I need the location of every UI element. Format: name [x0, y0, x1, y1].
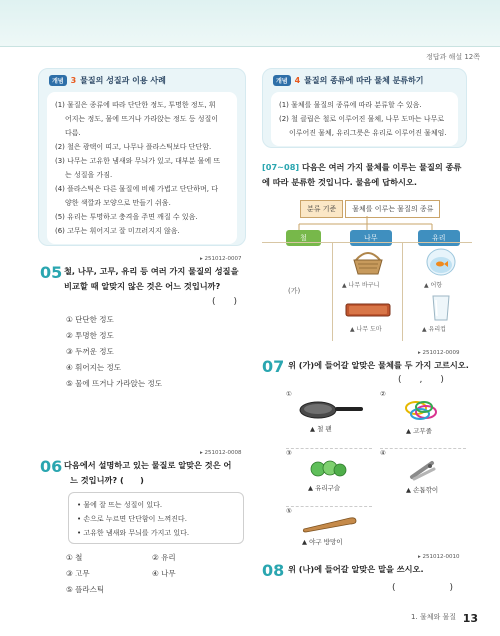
- caption: ▲ 나무 바구니: [342, 282, 380, 289]
- description-box: [68, 492, 244, 544]
- concept-item: (2) 철은 광택이 띠고, 나무나 플라스틱보다 단단함.: [55, 143, 212, 151]
- choice-item[interactable]: ③ 고무: [66, 569, 90, 578]
- question-number: 07: [262, 357, 285, 376]
- concept-item: (6) 고무는 휘어지고 잘 미끄러지지 않음.: [55, 227, 180, 235]
- concept-item: (1) 물체를 물질의 종류에 따라 분류할 수 있음.: [279, 101, 422, 109]
- group-intro-line-1: [262, 160, 472, 175]
- page-number: 13: [462, 612, 478, 625]
- concept-item: 는 성질을 가짐.: [65, 171, 113, 179]
- description-item: • 물에 잘 뜨는 성질이 있다.: [77, 501, 163, 509]
- group-text: 다음은 여러 가지 물체를 이루는 물질의 종류: [302, 162, 462, 172]
- option-number: ⑤: [286, 507, 292, 515]
- answer-blank[interactable]: ( ): [212, 297, 238, 307]
- question-number: 08: [262, 561, 285, 580]
- group-text-line-2: 에 따라 분류한 것입니다. 물음에 답하시오.: [262, 177, 417, 187]
- question-code: ▸ 251012-0010: [418, 554, 460, 560]
- option-card-3[interactable]: [286, 448, 372, 500]
- concept-badge: 개념: [273, 75, 291, 86]
- concept-4-header: [263, 69, 466, 92]
- concept-item: 양한 색깔과 모양으로 만들기 쉬움.: [65, 199, 171, 207]
- header-rule: [0, 46, 500, 47]
- classification-key-value: 물체를 이루는 물질의 종류: [345, 200, 440, 218]
- choice-item[interactable]: ④ 나무: [152, 569, 176, 578]
- header-band: [0, 0, 500, 46]
- choice-item[interactable]: ⑤ 플라스틱: [66, 585, 105, 594]
- description-item: • 손으로 누르면 단단함이 느껴진다.: [77, 515, 187, 523]
- classification-key-label: 분류 기준: [300, 200, 343, 218]
- concept-item: 어지는 정도, 물에 뜨거나 가라앉는 정도 등 성질이: [65, 115, 219, 123]
- option-number: ④: [380, 449, 386, 457]
- choice-item[interactable]: ⑤ 물에 뜨거나 가라앉는 정도: [66, 379, 162, 388]
- question-line: 철, 나무, 고무, 유리 등 여러 가지 물질의 성질을: [64, 266, 239, 276]
- concept-item: (5) 유리는 투명하고 충격을 주면 깨질 수 있음.: [55, 213, 198, 221]
- question-text: [64, 264, 254, 294]
- concept-item: 다름.: [65, 129, 81, 137]
- question-line: 비교할 때 알맞지 않은 것은 어느 것입니까?: [64, 281, 221, 291]
- option-caption: ▲ 철 팬: [310, 425, 332, 433]
- concept-item: (3) 나무는 고유한 냄새와 무늬가 있고, 대부분 물에 뜨: [55, 157, 221, 165]
- concept-3-list: [47, 92, 237, 244]
- concept-number: 3: [70, 76, 77, 85]
- option-card-5[interactable]: [286, 506, 372, 556]
- basket-icon: [350, 248, 386, 276]
- choice-item[interactable]: ② 유리: [152, 553, 176, 562]
- question-text: [64, 458, 254, 488]
- column-glass: 유리: [418, 230, 460, 246]
- concept-3-box: [38, 68, 246, 246]
- rubber-bands-icon: [402, 398, 442, 422]
- nail-clipper-icon: [408, 457, 438, 481]
- option-number: ①: [286, 390, 292, 398]
- fishbowl-icon: [424, 246, 458, 276]
- option-caption: ▲ 손톱깎이: [406, 486, 439, 494]
- cutting-board-icon: [345, 302, 391, 318]
- question-line: 다음에서 설명하고 있는 물질로 알맞은 것은 어: [64, 460, 232, 470]
- concept-badge: 개념: [49, 75, 67, 86]
- option-card-1[interactable]: [286, 390, 372, 442]
- concept-title: 물질의 성질과 이용 사례: [80, 76, 166, 85]
- question-text: 위 (나)에 들어갈 알맞은 말을 쓰시오.: [288, 564, 424, 574]
- concept-item: (1) 물질은 종류에 따라 단단한 정도, 투명한 정도, 휘: [55, 101, 216, 109]
- baseball-bat-icon: [300, 515, 360, 533]
- choice-item[interactable]: ② 투명한 정도: [66, 331, 114, 340]
- concept-3-header: [39, 69, 245, 92]
- question-line: 느 것입니까? ( ): [70, 475, 144, 485]
- glass-cup-icon: [431, 294, 451, 322]
- column-wood: 나무: [350, 230, 392, 246]
- choice-item[interactable]: ③ 두꺼운 정도: [66, 347, 114, 356]
- concept-number: 4: [294, 76, 301, 85]
- column-divider: [332, 243, 333, 341]
- concept-item: 이루어진 물체, 유리그릇은 유리로 이루어진 물체임.: [289, 129, 447, 137]
- option-number: ③: [286, 449, 292, 457]
- concept-title: 물질의 종류에 따라 물체 분류하기: [304, 76, 424, 85]
- choice-list: [66, 312, 162, 392]
- column-divider: [402, 243, 403, 341]
- group-range: [07~08]: [262, 162, 300, 172]
- choice-item[interactable]: ① 단단한 정도: [66, 315, 114, 324]
- chapter-label: 1. 물체와 물질: [411, 613, 456, 621]
- concept-4-box: [262, 68, 467, 148]
- caption: ▲ 유리컵: [422, 326, 446, 333]
- choice-item[interactable]: ④ 휘어지는 정도: [66, 363, 121, 372]
- question-number: 05: [40, 263, 63, 282]
- frying-pan-icon: [296, 398, 366, 420]
- option-caption: ▲ 야구 방망이: [302, 538, 343, 546]
- question-number: 06: [40, 457, 63, 476]
- column-iron: 철: [286, 230, 321, 246]
- answer-blank[interactable]: ( ): [392, 583, 454, 593]
- concept-4-list: [271, 92, 458, 146]
- option-card-4[interactable]: [380, 448, 466, 500]
- iron-blank-cell: (가): [288, 287, 301, 295]
- concept-item: (2) 철 클립은 철로 이루어진 물체, 나무 도마는 나무로: [279, 115, 445, 123]
- option-caption: ▲ 고무줄: [406, 427, 432, 435]
- glass-marbles-icon: [308, 457, 348, 479]
- caption: ▲ 어항: [424, 282, 443, 289]
- group-intro: [262, 160, 472, 190]
- option-number: ②: [380, 390, 386, 398]
- question-text: 위 (가)에 들어갈 알맞은 물체를 두 가지 고르시오.: [288, 360, 469, 370]
- option-caption: ▲ 유리구슬: [308, 484, 341, 492]
- question-code: ▸ 251012-0007: [200, 256, 242, 262]
- caption: ▲ 나무 도마: [350, 326, 382, 333]
- answer-reference: 정답과 해설 12쪽: [426, 53, 480, 61]
- answer-blank[interactable]: ( , ): [398, 375, 444, 385]
- concept-item: (4) 플라스틱은 다른 물질에 비해 가볍고 단단하며, 다: [55, 185, 218, 193]
- question-code: ▸ 251012-0009: [418, 350, 460, 356]
- description-item: • 고유한 냄새와 무늬를 가지고 있다.: [77, 529, 190, 537]
- question-code: ▸ 251012-0008: [200, 450, 242, 456]
- choice-item[interactable]: ① 철: [66, 553, 83, 562]
- option-card-2[interactable]: [380, 390, 466, 442]
